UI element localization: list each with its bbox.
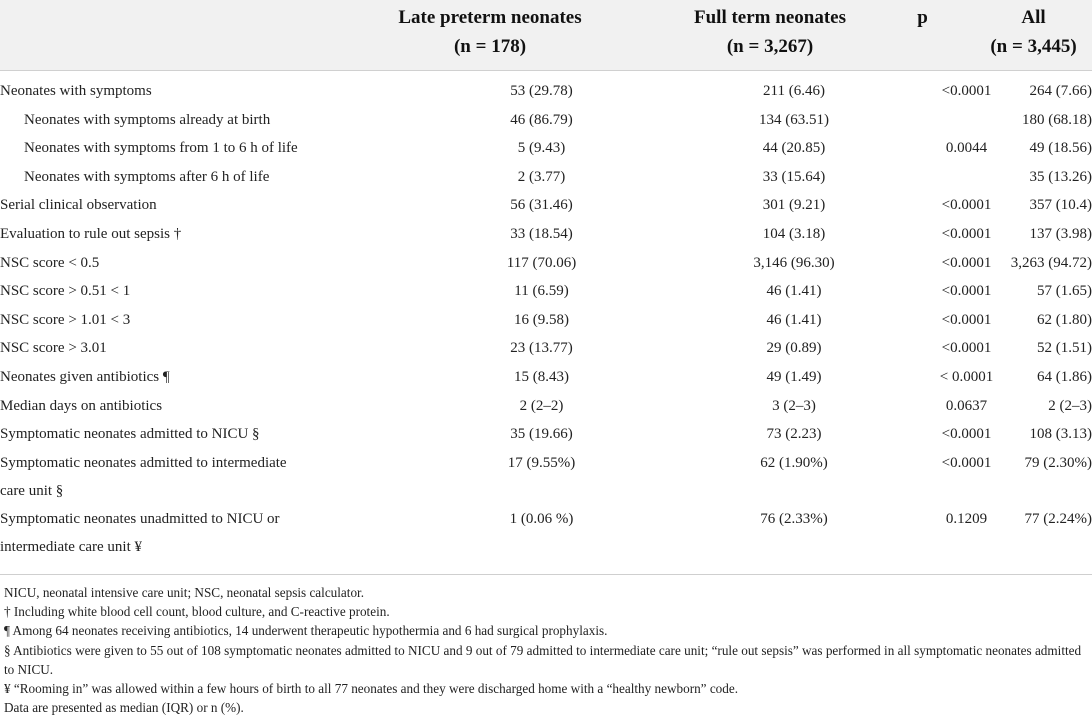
row-label: Evaluation to rule out sepsis † [0,225,182,242]
footnote: Data are presented as median (IQR) or n (%). [4,700,244,716]
cell-full-term: 62 (1.90%) [760,454,828,471]
footnote: ¶ Among 64 neonates receiving antibiotics, 14 underwent therapeutic hypothermia and 6 had surgical prophylaxis. [4,623,608,639]
cell-full-term: 49 (1.49) [766,368,822,385]
table-row [0,106,1092,135]
header-full-term-n: (n = 3,267) [726,36,814,57]
row-label-line: Symptomatic neonates admitted to intermediate [0,454,287,471]
cell-late-preterm: 56 (31.46) [510,197,573,214]
header-all [975,3,1092,61]
row-label: Serial clinical observation [0,197,157,214]
row-label: NSC score > 3.01 [0,340,107,357]
cell-p: <0.0001 [941,311,992,328]
cell-p: 0.0044 [945,140,988,157]
cell-late-preterm: 17 (9.55%) [507,454,576,471]
cell-full-term: 3 (2–3) [772,397,816,414]
cell-all: 180 (68.18) [1022,111,1092,128]
cell-all: 57 (1.65) [1037,283,1092,300]
footnote: † Including white blood cell count, blood culture, and C-reactive protein. [4,604,390,620]
row-label: Neonates given antibiotics ¶ [0,368,170,385]
cell-full-term: 29 (0.89) [766,340,822,357]
cell-full-term: 33 (15.64) [762,168,826,185]
row-label-line: care unit § [0,482,64,499]
cell-late-preterm: 53 (29.78) [510,83,573,99]
row-label: NSC score > 0.51 < 1 [0,283,131,300]
cell-full-term: 76 (2.33%) [760,510,828,527]
data-table [0,77,1092,561]
cell-all: 35 (13.26) [1029,168,1092,185]
row-label: Neonates with symptoms [0,83,152,99]
cell-p: <0.0001 [941,340,992,357]
footnote: § Antibiotics were given to 55 out of 108 symptomatic neonates admitted to NICU and 9 out of 79 admitted to intermediate care unit; “rule out sepsis” was performed in all symptomatic neonates admitted to NICU. [4,642,1082,677]
header-full-term-title: Full term neonates [694,7,846,28]
header-full-term [640,3,900,61]
table-row [0,163,1092,192]
cell-full-term: 3,146 (96.30) [753,254,835,271]
table-row [0,392,1092,421]
table-row [0,134,1092,163]
cell-p: <0.0001 [941,225,992,242]
cell-late-preterm: 35 (19.66) [510,426,573,443]
cell-p: <0.0001 [941,83,992,99]
cell-late-preterm: 117 (70.06) [506,254,577,271]
cell-all: 2 (2–3) [1048,397,1092,414]
cell-late-preterm: 15 (8.43) [514,368,569,385]
cell-all: 3,263 (94.72) [1010,254,1092,271]
cell-p: <0.0001 [941,197,992,214]
header-p-title: p [917,7,928,28]
cell-full-term: 73 (2.23) [766,426,822,443]
row-label [0,449,419,505]
table-row [0,449,1092,505]
cell-p: 0.1209 [945,510,988,527]
table-row [0,505,1092,561]
header-all-title: All [1021,7,1046,28]
cell-all: 137 (3.98) [1029,225,1092,242]
row-label: NSC score < 0.5 [0,254,100,271]
header-late-preterm-n: (n = 178) [453,36,527,57]
cell-all: 108 (3.13) [1029,426,1092,443]
footnote-divider [0,574,1092,575]
row-label: Median days on antibiotics [0,397,163,414]
cell-late-preterm: 33 (18.54) [510,225,573,242]
table-row [0,420,1092,449]
cell-full-term: 44 (20.85) [762,140,826,157]
cell-p: <0.0001 [941,283,992,300]
cell-p: <0.0001 [941,426,992,443]
header-late-preterm [340,3,640,61]
cell-late-preterm: 2 (2–2) [519,397,564,414]
footnote: ¥ “Rooming in” was allowed within a few hours of birth to all 77 neonates and they were discharged home with a “healthy newborn” code. [4,681,739,697]
cell-p: < 0.0001 [939,368,994,385]
table-header [0,0,1092,71]
footnotes [4,583,1090,717]
cell-all: 52 (1.51) [1037,340,1092,357]
footnote: NICU, neonatal intensive care unit; NSC, neonatal sepsis calculator. [4,585,364,600]
cell-all: 357 (10.4) [1029,197,1092,214]
cell-full-term: 211 (6.46) [763,83,825,99]
header-all-n: (n = 3,445) [990,36,1077,57]
cell-p [924,163,1009,192]
table-row [0,191,1092,220]
table-row [0,277,1092,306]
row-label-line: intermediate care unit ¥ [0,538,143,555]
cell-late-preterm: 16 (9.58) [514,311,569,328]
cell-late-preterm: 2 (3.77) [517,168,566,185]
cell-full-term: 134 (63.51) [759,111,829,128]
cell-late-preterm: 1 (0.06 %) [509,510,574,527]
row-label-line: Symptomatic neonates unadmitted to NICU or [0,510,280,527]
table-row [0,220,1092,249]
table-row [0,306,1092,335]
header-p [880,3,965,32]
cell-all: 79 (2.30%) [1024,454,1092,471]
row-label: Neonates with symptoms already at birth [24,111,271,128]
table-row [0,77,1092,106]
cell-all: 62 (1.80) [1037,311,1092,328]
cell-p: <0.0001 [941,254,992,271]
cell-late-preterm: 11 (6.59) [514,283,569,300]
cell-late-preterm: 5 (9.43) [517,140,566,157]
table-row [0,363,1092,392]
cell-full-term: 46 (1.41) [766,283,822,300]
cell-late-preterm: 23 (13.77) [510,340,573,357]
cell-all: 64 (1.86) [1037,368,1092,385]
cell-p: <0.0001 [941,454,992,471]
cell-p [924,106,1009,135]
cell-p: 0.0637 [945,397,988,414]
row-label: Symptomatic neonates admitted to NICU § [0,426,260,443]
row-label [0,505,419,561]
cell-all: 49 (18.56) [1029,140,1092,157]
cell-full-term: 301 (9.21) [762,197,826,214]
cell-all: 77 (2.24%) [1024,510,1092,527]
table-row [0,334,1092,363]
cell-late-preterm: 46 (86.79) [510,111,573,128]
cell-full-term: 46 (1.41) [766,311,822,328]
row-label: NSC score > 1.01 < 3 [0,311,131,328]
row-label: Neonates with symptoms after 6 h of life [24,168,270,185]
table-row [0,249,1092,278]
cell-all: 264 (7.66) [1029,83,1092,99]
row-label: Neonates with symptoms from 1 to 6 h of life [24,140,298,157]
cell-full-term: 104 (3.18) [762,225,826,242]
header-late-preterm-title: Late preterm neonates [398,7,582,28]
